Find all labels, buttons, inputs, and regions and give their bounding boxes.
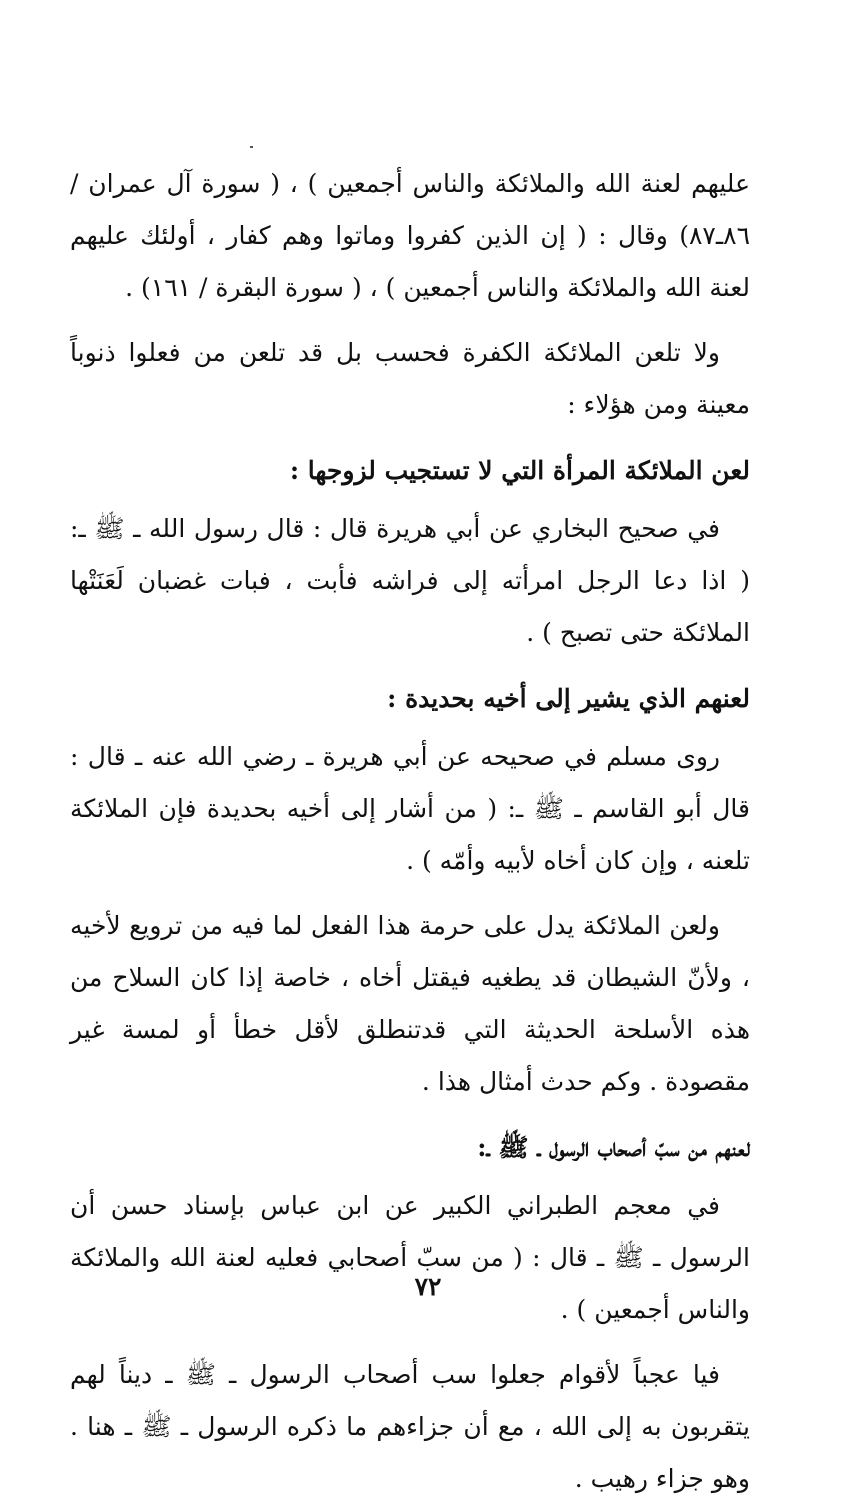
- section-heading-weapon: لعنهم الذي يشير إلى أخيه بحديدة :: [387, 684, 750, 713]
- paragraph-tabarani-hadith: في معجم الطبراني الكبير عن ابن عباس بإسناد حسن أن الرسول ـ ﷺ ـ قال : ( من سبّ أصحابي فعليه لعنة الله والملائكة والناس أجمعين ) .: [70, 1191, 750, 1324]
- paragraph-bukhari-hadith: في صحيح البخاري عن أبي هريرة قال : قال رسول الله ـ ﷺ ـ: ( اذا دعا الرجل امرأته إلى فراشه فأبت ، فبات غضبان لَعَنَتْها الملائكة حتى تصبح ) .: [70, 514, 750, 647]
- paragraph-muslim-hadith: روى مسلم في صحيحه عن أبي هريرة ـ رضي الله عنه ـ قال : قال أبو القاسم ـ ﷺ ـ: ( من أشار إلى أخيه بحديدة فإن الملائكة تلعنه ، وإن كان أخاه لأبيه وأمّه ) .: [70, 742, 750, 875]
- scan-speck: [250, 146, 253, 148]
- paragraph-conclusion: فيا عجباً لأقوام جعلوا سب أصحاب الرسول ـ ﷺ ـ ديناً لهم يتقربون به إلى الله ، مع أن جزاءهم ما ذكره الرسول ـ ﷺ ـ هنا . وهو جزاء رهيب .: [70, 1360, 750, 1493]
- page-number: ٧٢: [414, 1272, 442, 1301]
- paragraph-commentary: ولعن الملائكة يدل على حرمة هذا الفعل لما فيه من ترويع لأخيه ، ولأنّ الشيطان قد يطغيه فيقتل أخاه ، خاصة إذا كان السلاح من هذه الأسلحة الحديثة التي قدتنطلق لأقل خطأ أو لمسة غير مقصودة . وكم حدث أمثال هذا .: [70, 911, 750, 1096]
- section-heading-companions: لعنهم من سبّ أصحاب الرسول ـ ﷺ ـ:: [477, 1133, 750, 1162]
- section-heading-wife: لعن الملائكة المرأة التي لا تستجيب لزوجها :: [289, 456, 750, 485]
- paragraph-intro: ولا تلعن الملائكة الكفرة فحسب بل قد تلعن من فعلوا ذنوباً معينة ومن هؤلاء :: [70, 338, 750, 419]
- page-body: [70, 158, 750, 1505]
- paragraph-quran-verse: عليهم لعنة الله والملائكة والناس أجمعين ) ، ( سورة آل عمران / ٨٦ـ٨٧) وقال : ( إن الذين كفروا وماتوا وهم كفار ، أولئك عليهم لعنة الله والملائكة والناس أجمعين ) ، ( سورة البقرة / ١٦١) .: [70, 169, 750, 302]
